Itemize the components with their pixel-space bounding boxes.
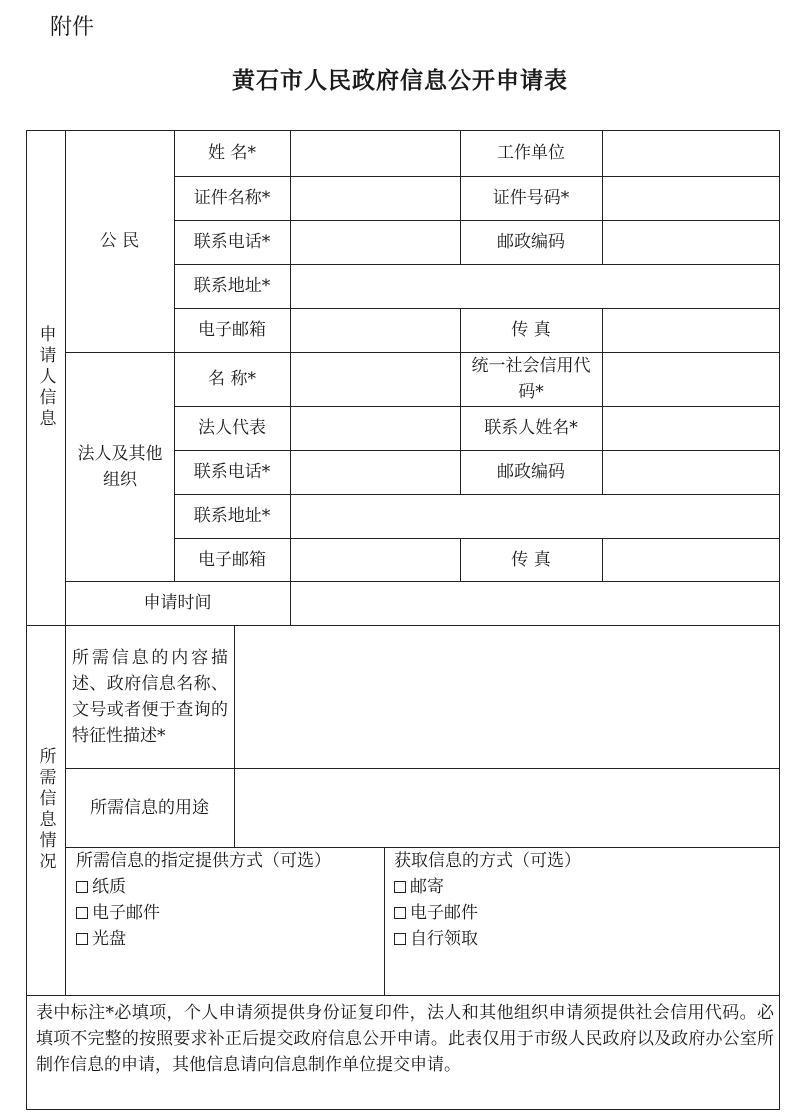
- org-fax-label: 传 真: [511, 549, 551, 570]
- work-unit-field[interactable]: [602, 130, 780, 176]
- purpose-label: 所需信息的用途: [90, 797, 209, 818]
- org-email-field[interactable]: [290, 538, 460, 581]
- id-number-field[interactable]: [602, 176, 780, 220]
- id-type-label: 证件名称*: [193, 188, 271, 208]
- legal-rep-label: 法人代表: [198, 418, 266, 438]
- checkbox[interactable]: [76, 881, 88, 893]
- citizen-email-label: 电子邮箱: [198, 320, 266, 340]
- org-label: 法人及其他组织: [77, 443, 163, 490]
- credit-code-label: 统一社会信用代码*: [471, 356, 591, 402]
- info-section-label: 所需信息情况: [35, 747, 56, 873]
- apply-time-field[interactable]: [290, 581, 780, 625]
- credit-code-field[interactable]: [602, 352, 780, 406]
- checkbox[interactable]: [394, 907, 406, 919]
- applicant-section-label: 申请人信息: [35, 325, 56, 430]
- org-postcode-field[interactable]: [602, 450, 780, 494]
- id-number-label: 证件号码*: [492, 188, 570, 208]
- form-note: 表中标注*必填项，个人申请须提供身份证复印件，法人和其他组织申请须提供社会信用代码。必填项不完整的按照要求补正后提交政府信息公开申请。此表仅用于市级人民政府以及政府办公室所制作信息的申请，其他信息请向信息制作单位提交申请。: [36, 1003, 774, 1075]
- obtain-method-title: 获取信息的方式（可选）: [394, 851, 581, 871]
- checkbox[interactable]: [76, 907, 88, 919]
- obtain-method-group: [394, 848, 581, 952]
- option-label: 纸质: [92, 877, 126, 897]
- org-phone-label: 联系电话*: [193, 462, 271, 482]
- attachment-label: 附件: [50, 15, 95, 40]
- col-divider: [384, 847, 385, 995]
- org-name-field[interactable]: [290, 352, 460, 406]
- obtain-option-email[interactable]: [394, 900, 581, 926]
- org-email-label: 电子邮箱: [198, 549, 266, 570]
- org-name-label: 名 称*: [208, 369, 256, 389]
- obtain-option-mail[interactable]: [394, 874, 581, 900]
- id-type-field[interactable]: [290, 176, 460, 220]
- description-field[interactable]: [234, 625, 780, 768]
- org-postcode-label: 邮政编码: [497, 462, 565, 482]
- provide-option-email[interactable]: [76, 900, 331, 926]
- citizen-email-field[interactable]: [290, 308, 460, 352]
- provide-option-disc[interactable]: [76, 926, 331, 952]
- citizen-address-field[interactable]: [290, 264, 780, 308]
- citizen-address-label: 联系地址*: [193, 276, 271, 296]
- option-label: 邮寄: [410, 877, 444, 897]
- citizen-postcode-field[interactable]: [602, 220, 780, 264]
- citizen-fax-label: 传 真: [511, 320, 551, 340]
- purpose-field[interactable]: [234, 768, 780, 847]
- apply-time-label: 申请时间: [143, 593, 212, 613]
- obtain-option-pickup[interactable]: [394, 926, 581, 952]
- contact-name-field[interactable]: [602, 406, 780, 450]
- org-fax-field[interactable]: [602, 538, 780, 581]
- citizen-phone-field[interactable]: [290, 220, 460, 264]
- citizen-fax-field[interactable]: [602, 308, 780, 352]
- checkbox[interactable]: [76, 933, 88, 945]
- checkbox[interactable]: [394, 933, 406, 945]
- checkbox[interactable]: [394, 881, 406, 893]
- org-address-field[interactable]: [290, 494, 780, 538]
- option-label: 电子邮件: [410, 903, 478, 923]
- option-label: 电子邮件: [92, 903, 160, 923]
- contact-name-label: 联系人姓名*: [484, 418, 578, 438]
- description-label: 所需信息的内容描述、政府信息名称、文号或者便于查询的特征性描述*: [72, 647, 228, 746]
- citizen-postcode-label: 邮政编码: [497, 232, 565, 252]
- citizen-name-field[interactable]: [290, 130, 460, 176]
- citizen-label: 公 民: [99, 231, 140, 251]
- divider-note: [26, 995, 780, 996]
- org-phone-field[interactable]: [290, 450, 460, 494]
- work-unit-label: 工作单位: [497, 143, 565, 163]
- org-address-label: 联系地址*: [193, 506, 271, 526]
- option-label: 自行领取: [410, 929, 478, 949]
- citizen-name-label: 姓 名*: [208, 143, 256, 163]
- citizen-phone-label: 联系电话*: [193, 232, 271, 252]
- option-label: 光盘: [92, 929, 126, 949]
- provide-method-group: [76, 848, 331, 952]
- provide-method-title: 所需信息的指定提供方式（可选）: [76, 851, 331, 871]
- form-title: 黄石市人民政府信息公开申请表: [232, 67, 568, 94]
- provide-option-paper[interactable]: [76, 874, 331, 900]
- legal-rep-field[interactable]: [290, 406, 460, 450]
